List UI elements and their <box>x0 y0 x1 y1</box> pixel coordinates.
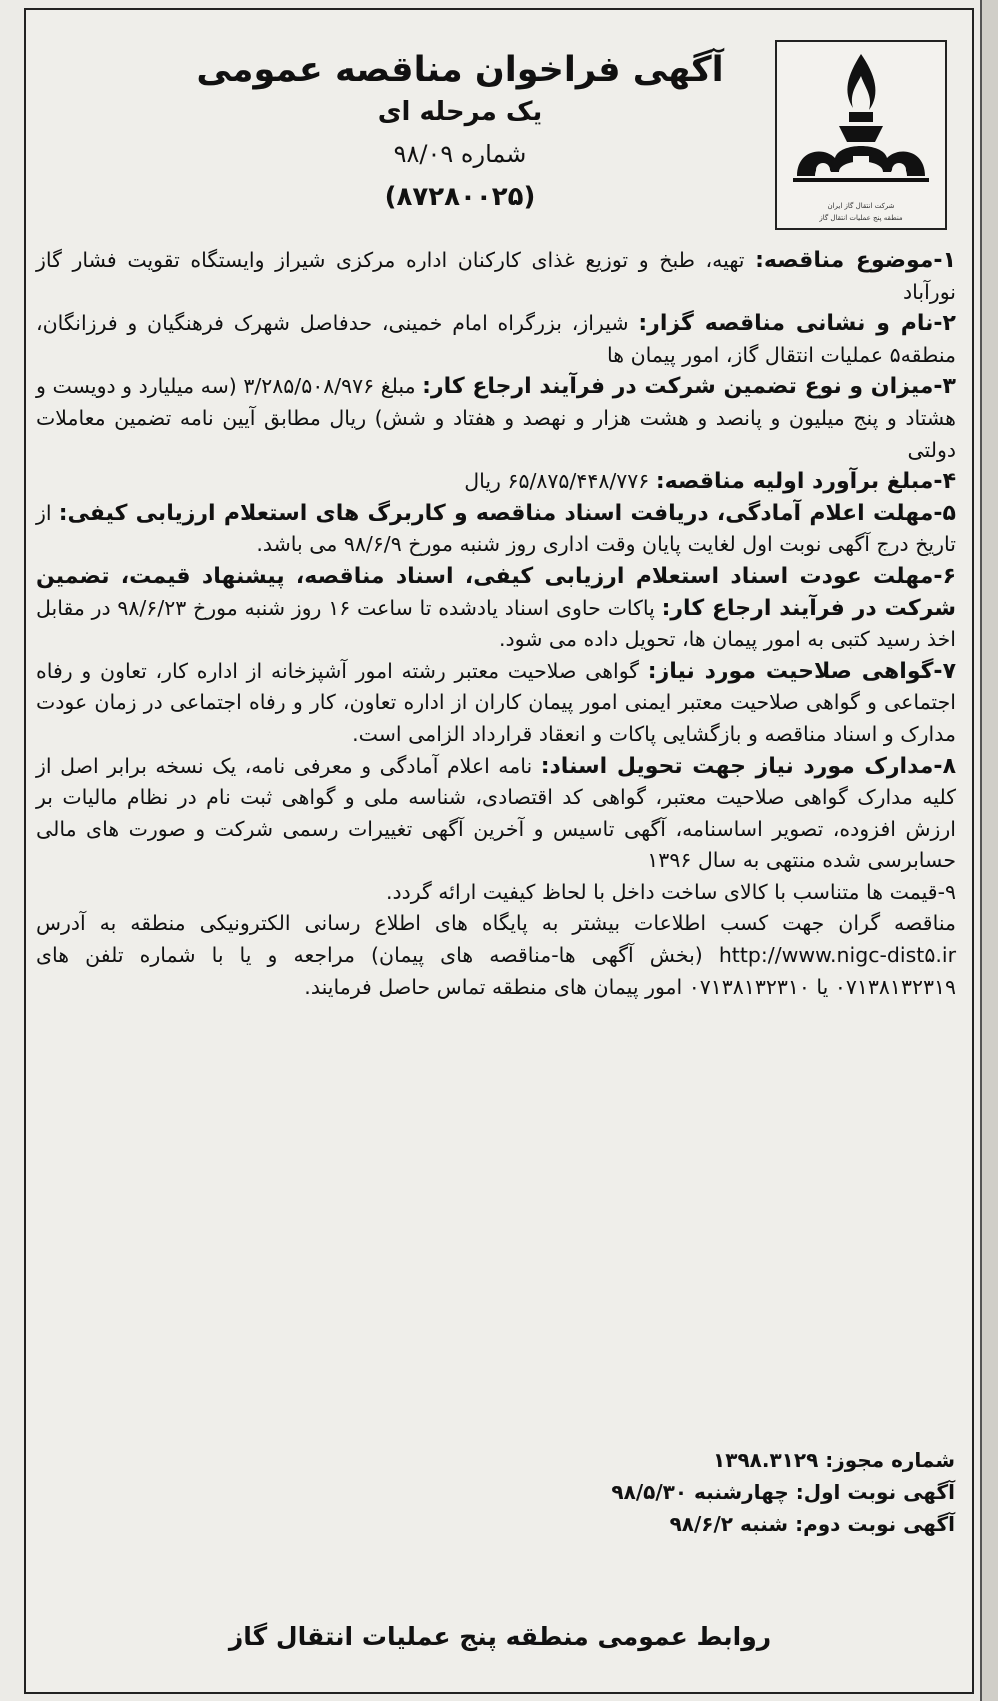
item-text: تهیه، طبخ و توزیع غذای کارکنان اداره مرکزی شیراز وایستگاه تقویت فشار گاز نورآباد <box>36 248 956 304</box>
announcement-title: آگهی فراخوان مناقصه عمومی <box>196 50 724 90</box>
item-9 <box>36 877 956 909</box>
item-text: ۹-قیمت ها متناسب با کالای ساخت داخل با لحاظ کیفیت ارائه گردد. <box>385 879 956 904</box>
item-label: ۵-مهلت اعلام آمادگی، دریافت اسناد مناقصه و کاربرگ های استعلام ارزیابی کیفی: <box>58 500 956 526</box>
gas-flame-logo-icon <box>783 46 939 196</box>
item-5 <box>36 498 956 561</box>
item-label: ۳-میزان و نوع تضمین شرکت در فرآیند ارجاع کار: <box>422 374 956 400</box>
tender-code: (۸۷۲۸۰۰۲۵) <box>384 182 536 212</box>
item-label: ۱-موضوع مناقصه: <box>755 248 956 273</box>
item-label: ۶-مهلت عودت اسناد استعلام ارزیابی کیفی، اسناد مناقصه، پیشنهاد قیمت، تضمین شرکت در فرآیند ارجاع کار: <box>36 563 956 621</box>
item-2 <box>36 308 956 371</box>
item-text: نامه اعلام آمادگی و معرفی نامه، یک نسخه برابر اصل از کلیه مدارک گواهی صلاحیت معتبر، گواهی کد اقتصادی، شناسه ملی و گواهی ثبت نام در نظام مالیات بر ارزش افزوده، تصویر اساسنامه، آگهی تاسیس و آخرین آگهی تغییرات رسمی شرکت و صورت های مالی حسابرسی شده منتهی به سال ۱۳۹۶ <box>36 753 956 873</box>
item-text: پاکات حاوی اسناد یادشده تا ساعت ۱۶ روز شنبه مورخ ۹۸/۶/۲۳ در مقابل اخذ رسید کتبی به امور پیمان ها، تحویل داده می شود. <box>36 595 956 652</box>
contact-text-after: (بخش آگهی ها-مناقصه های پیمان) مراجعه و یا با شماره تلفن های ۰۷۱۳۸۱۳۲۳۱۹ یا ۰۷۱۳۸۱۳۲۳۱۰ امور پیمان های منطقه تماس حاصل فرمایند. <box>36 943 956 999</box>
item-text: ۶۵/۸۷۵/۴۴۸/۷۷۶ ریال <box>464 469 656 494</box>
item-8 <box>36 751 956 877</box>
item-label: ۴-مبلغ برآورد اولیه مناقصه: <box>655 469 956 495</box>
publication-info <box>400 1444 955 1540</box>
item-text: مبلغ ۳/۲۸۵/۵۰۸/۹۷۶ (سه میلیارد و دویست و هشتاد و پنج میلیون و پانصد و هشت هزار و نهصد و هفتاد و شش) ریال مطابق آیین نامه تضمین معاملات دولتی <box>36 374 956 462</box>
second-ad-date: آگهی نوبت دوم: شنبه ۹۸/۶/۲ <box>669 1512 955 1536</box>
announcement-subtitle: یک مرحله ای <box>377 97 543 127</box>
tender-number: شماره ۹۸/۰۹ <box>393 140 527 168</box>
website-link[interactable]: http://www.nigc-dist۵.ir <box>718 943 956 968</box>
item-text: شیراز، بزرگراه امام خمینی، حدفاصل شهرک فرهنگیان و فرزانگان، منطقه۵ عملیات انتقال گاز، امور پیمان ها <box>36 311 956 367</box>
first-ad-date: آگهی نوبت اول: چهارشنبه ۹۸/۵/۳۰ <box>611 1480 955 1504</box>
item-text: از تاریخ درج آگهی نوبت اول لغایت پایان وقت اداری روز شنبه مورخ ۹۸/۶/۹ می باشد. <box>36 500 956 557</box>
logo-region-name: منطقه پنج عملیات انتقال گاز <box>819 214 903 222</box>
item-label: ۸-مدارک مورد نیاز جهت تحویل اسناد: <box>540 753 956 779</box>
item-7 <box>36 656 956 751</box>
logo-company-name: شرکت انتقال گاز ایران <box>827 202 895 210</box>
item-6 <box>36 561 956 656</box>
item-3 <box>36 371 956 466</box>
public-relations-signature: روابط عمومی منطقه پنج عملیات انتقال گاز <box>228 1622 772 1651</box>
contact-text-before: مناقصه گران جهت کسب اطلاعات بیشتر به پایگاه های اطلاع رسانی الکترونیکی منطقه به آدرس <box>36 911 956 936</box>
contact-paragraph <box>36 908 956 1003</box>
adjacent-column-edge <box>980 0 998 1701</box>
item-4 <box>36 466 956 498</box>
announcement-body <box>36 245 956 1003</box>
permit-number: شماره مجوز: ۱۳۹۸.۳۱۲۹ <box>713 1448 955 1472</box>
item-text: گواهی صلاحیت معتبر رشته امور آشپزخانه از اداره کار، تعاون و رفاه اجتماعی و گواهی صلاحیت معتبر ایمنی امور پیمان کاران از اداره تعاون، کار و رفاه اجتماعی در زمان عودت مدارک و اسناد مناقصه و بازگشایی پاکات و انعقاد قرارداد الزامی است. <box>36 658 956 746</box>
item-label: ۲-نام و نشانی مناقصه گزار: <box>638 311 956 337</box>
item-1 <box>36 245 956 308</box>
company-logo <box>775 40 947 230</box>
item-label: ۷-گواهی صلاحیت مورد نیاز: <box>647 658 956 684</box>
